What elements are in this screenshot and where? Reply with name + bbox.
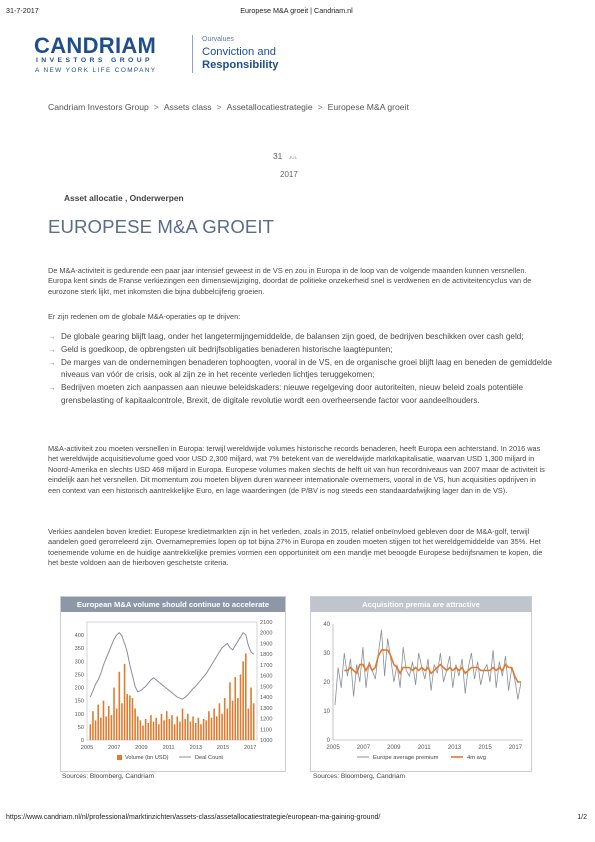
acquisition-premia-chart bbox=[310, 596, 532, 772]
volume-bar bbox=[213, 709, 215, 740]
volume-bar bbox=[124, 664, 126, 740]
x-tick-label: 2011 bbox=[162, 745, 175, 751]
x-tick-label: 2011 bbox=[417, 745, 431, 751]
volume-bar bbox=[129, 695, 131, 740]
x-tick-label: 2005 bbox=[80, 745, 94, 751]
legend-label-premium: Europe average premium bbox=[373, 755, 439, 761]
list-item bbox=[48, 357, 553, 382]
x-tick-label: 2017 bbox=[508, 745, 523, 751]
x-tick-label: 2009 bbox=[135, 745, 148, 751]
volume-bar bbox=[140, 720, 142, 740]
y-tick-label-right: 2000 bbox=[260, 630, 273, 637]
volume-bar bbox=[153, 722, 155, 740]
volume-bar bbox=[179, 722, 181, 740]
volume-bar bbox=[205, 720, 207, 740]
volume-bar bbox=[198, 718, 200, 740]
equity-over-credit-paragraph: Verkies aandelen boven krediet: Europese kredietmarkten zijn in het verleden, zoals in 2015, relatief onbeïnvloed gebleven door de M&A-golf, terwijl aandelen goed gerorreleerd zijn. Overnamepremies lopen op tot bijna 27% in Europa en zouden moeten stijgen tot het wereldgemiddelde van 35%. Het toenemende volume en de huidige aantrekkelijke premies vormen een opportuniteit om een mandje met beoogde Europese bedrijfsnamen te kopen, die het beste voldoen aan de hierboven geschetste criteria. bbox=[48, 527, 543, 568]
breadcrumb-separator: > bbox=[153, 102, 159, 112]
y-tick-label-left: 250 bbox=[74, 672, 84, 679]
volume-bar bbox=[253, 703, 255, 740]
y-tick-label-right: 1700 bbox=[260, 662, 273, 669]
article-categories[interactable]: Asset allocatie , Onderwerpen bbox=[64, 193, 184, 203]
intro-paragraph: De M&A-activiteit is gedurende een paar jaar intensief geweest in de VS en zou in Europa in de loop van de volgende maanden kunnen versnellen. Europa kent sinds de Franse verkiezingen een dimensiewijziging, doordat de politieke onzekerheid snel is verdwenen en de activiteitencyclus van de eurozone sterk lijkt, met inkomsten die bijna dubbelcijferig groeien. bbox=[48, 266, 532, 296]
volume-bar bbox=[116, 709, 118, 740]
y-tick-label: 10 bbox=[323, 709, 330, 715]
article-title: EUROPESE M&A GROEIT bbox=[48, 216, 275, 237]
list-item-text: De globale gearing blijft laag, onder het langetermijngemiddelde, de balansen zijn goed, de bedrijven beschikken over cash geld; bbox=[61, 332, 524, 341]
y-tick-label-right: 1300 bbox=[260, 705, 273, 712]
volume-bar bbox=[108, 706, 110, 740]
publish-month: JUL bbox=[289, 155, 298, 160]
volume-bar bbox=[190, 722, 192, 740]
volume-bar bbox=[158, 724, 160, 740]
volume-bar bbox=[95, 720, 97, 740]
list-item-text: De marges van de ondernemingen benaderen tophoogten, vooral in de VS, en de organische groei blijft laag en beneden de gemiddelde niveaus van vóór de crisis, ook al zijn ze in het recente verleden lichtjes teruggekomen; bbox=[61, 357, 553, 380]
volume-bar bbox=[132, 698, 134, 740]
publish-day: 31 bbox=[273, 151, 283, 161]
volume-bar bbox=[195, 723, 197, 740]
breadcrumb-separator: > bbox=[216, 102, 222, 112]
y-tick-label-left: 300 bbox=[74, 659, 84, 666]
breadcrumb-separator: > bbox=[317, 102, 323, 112]
volume-bar bbox=[176, 716, 178, 740]
logo-wordmark: CANDRIAM bbox=[34, 33, 157, 58]
legend-label-moving-average: 4m avg bbox=[467, 755, 487, 761]
y-tick-label-right: 1000 bbox=[260, 738, 273, 744]
arrow-right-icon: → bbox=[48, 357, 56, 367]
print-header bbox=[6, 6, 587, 18]
chart-title: Acquisition premia are attractive bbox=[311, 597, 531, 612]
volume-bar bbox=[227, 709, 229, 740]
volume-bar bbox=[221, 714, 223, 740]
arrow-right-icon: → bbox=[48, 344, 56, 354]
volume-bar bbox=[121, 703, 123, 740]
volume-bar bbox=[240, 674, 242, 740]
chart-source: Sources: Bloomberg, Candriam bbox=[313, 773, 405, 780]
x-tick-label: 2007 bbox=[107, 745, 121, 751]
volume-bar bbox=[103, 701, 105, 740]
list-item bbox=[48, 344, 553, 356]
list-item bbox=[48, 331, 553, 343]
volume-bar bbox=[232, 701, 234, 740]
y-tick-label-right: 1400 bbox=[260, 695, 273, 702]
y-tick-label: 30 bbox=[323, 651, 330, 657]
volume-bar bbox=[147, 723, 149, 740]
volume-bar bbox=[113, 688, 115, 740]
breadcrumb-home[interactable]: Candriam Investors Group bbox=[48, 102, 149, 112]
y-tick-label-left: 100 bbox=[74, 711, 84, 718]
volume-bar bbox=[111, 715, 113, 740]
candriam-logo[interactable] bbox=[34, 33, 284, 78]
x-tick-label: 2015 bbox=[478, 745, 492, 751]
logo-parent-company: A NEW YORK LIFE COMPANY bbox=[35, 67, 157, 74]
breadcrumb-current[interactable]: Europese M&A groeit bbox=[327, 102, 409, 112]
volume-bar bbox=[134, 709, 136, 740]
volume-bar bbox=[184, 719, 186, 740]
volume-bar bbox=[237, 698, 239, 740]
volume-bar bbox=[171, 715, 173, 740]
reasons-lead-paragraph: Er zijn redenen om de globale M&A-operaties op te drijven: bbox=[48, 312, 241, 321]
arrow-right-icon: → bbox=[48, 332, 56, 341]
reasons-list bbox=[48, 331, 553, 407]
list-item-text: Geld is goedkoop, de opbrengsten uit bedrijfsobligaties benaderen historische laagtepunten; bbox=[61, 344, 393, 354]
y-tick-label-right: 1800 bbox=[260, 652, 273, 659]
volume-bar bbox=[211, 718, 213, 740]
volume-bar bbox=[187, 714, 189, 740]
volume-bar bbox=[182, 709, 184, 740]
legend-label-volume: Volume (bn USD) bbox=[125, 755, 169, 761]
volume-bar bbox=[248, 709, 250, 740]
ma-volume-chart-plot bbox=[61, 612, 285, 770]
volume-bar bbox=[150, 715, 152, 740]
volume-bar bbox=[155, 718, 157, 740]
volume-bar bbox=[192, 716, 194, 740]
x-tick-label: 2013 bbox=[189, 745, 203, 751]
print-footer bbox=[6, 814, 587, 826]
volume-bar bbox=[161, 714, 163, 740]
y-tick-label-right: 1200 bbox=[260, 716, 273, 723]
volume-bar bbox=[100, 718, 102, 740]
volume-bar bbox=[250, 688, 252, 740]
chart-source: Sources: Bloomberg, Candriam bbox=[62, 773, 154, 780]
volume-bar bbox=[224, 698, 226, 740]
logo-tagline-line2: Responsibility bbox=[202, 59, 279, 71]
volume-bar bbox=[169, 719, 171, 740]
volume-bar bbox=[105, 716, 107, 740]
x-tick-label: 2013 bbox=[447, 745, 462, 751]
y-tick-label-left: 0 bbox=[80, 738, 84, 744]
list-item-text: Bedrijven moeten zich aanpassen aan nieuwe beleidskaders: nieuwe regelgeving door autoriteiten, nieuw beleid zoals potentiële grensbelasting of kapitaalcontrole, Brexit, de digitale revolutie wordt een overheersende factor voor aandeelhouders. bbox=[61, 383, 524, 405]
list-item bbox=[48, 382, 553, 407]
breadcrumb-asset-allocation[interactable]: Assetallocatiestrategie bbox=[226, 102, 313, 112]
x-tick-label: 2005 bbox=[326, 745, 340, 751]
volume-bar bbox=[142, 726, 144, 740]
volume-bar bbox=[200, 724, 202, 740]
acquisition-premia-chart-plot bbox=[311, 612, 531, 770]
publish-year: 2017 bbox=[280, 170, 298, 179]
ma-volume-chart bbox=[60, 596, 286, 772]
volume-bar bbox=[242, 661, 244, 740]
y-tick-label-right: 1600 bbox=[260, 673, 273, 680]
volume-bar bbox=[203, 719, 205, 740]
logo-tagline-line1: Conviction and bbox=[202, 46, 277, 58]
volume-bar bbox=[126, 694, 128, 740]
volume-bar bbox=[119, 672, 121, 740]
x-tick-label: 2017 bbox=[243, 745, 257, 751]
x-tick-label: 2007 bbox=[356, 745, 371, 751]
y-tick-label-right: 1100 bbox=[260, 727, 273, 734]
print-page-number: 1/2 bbox=[577, 814, 587, 821]
volume-bar bbox=[92, 711, 94, 740]
volume-bar bbox=[174, 724, 176, 740]
legend-swatch-volume bbox=[117, 755, 122, 760]
breadcrumb bbox=[48, 102, 409, 112]
volume-bar bbox=[208, 711, 210, 740]
y-tick-label-left: 150 bbox=[74, 698, 84, 705]
y-tick-label: 0 bbox=[326, 738, 330, 744]
y-tick-label-left: 200 bbox=[74, 685, 84, 692]
logo-tagline-intro: Ourvalues bbox=[202, 36, 234, 43]
volume-bar bbox=[97, 705, 99, 740]
y-tick-label: 20 bbox=[323, 680, 330, 686]
y-tick-label-left: 400 bbox=[74, 633, 84, 640]
breadcrumb-assets-class[interactable]: Assets class bbox=[163, 102, 212, 112]
print-date: 31-7-2017 bbox=[6, 6, 39, 15]
y-tick-label-left: 350 bbox=[74, 646, 84, 653]
logo-subtitle: INVESTORS GROUP bbox=[36, 57, 153, 64]
volume-bar bbox=[234, 677, 236, 740]
europe-acceleration-paragraph: M&A-activiteit zou moeten versnellen in Europa: terwijl wereldwijde volumes historische records benaderen, heeft Europa een achterstand. In 2016 was het wereldwijde acquisitievolume goed voor USD 2,300 miljard, wat 7% betekent van de wereldwijde marktkapitalisatie, waarvan USD 1,300 miljard in Noord-Amerika en slechts USD 468 miljard in Europa. Europese volumes maken slechts de helft uit van hun recordniveaus van 2007 maar de activiteit is eindelijk aan het versnellen. Dit momentum zou moeten blijven duren wanneer internationale overnemers, vooral in de VS, hun acquisities opdrijven in een context van een historisch aantrekkelijke Euro, en lage waarderingen (de P/BV is nog steeds een standaardafwijking lager dan in de VS). bbox=[48, 444, 545, 495]
legend-label-deal-count: Deal Count bbox=[195, 755, 223, 761]
volume-bar bbox=[245, 653, 247, 740]
y-tick-label-left: 50 bbox=[77, 724, 84, 731]
x-tick-label: 2015 bbox=[216, 745, 230, 751]
y-tick-label-right: 2100 bbox=[260, 620, 273, 626]
y-tick-label-right: 1900 bbox=[260, 641, 273, 648]
volume-bar bbox=[145, 719, 147, 740]
x-tick-label: 2009 bbox=[387, 745, 401, 751]
volume-bar bbox=[166, 711, 168, 740]
logo-divider bbox=[192, 35, 193, 73]
y-tick-label: 40 bbox=[323, 622, 330, 628]
volume-bar bbox=[137, 716, 139, 740]
volume-bar bbox=[229, 682, 231, 740]
volume-bar bbox=[90, 724, 92, 740]
volume-bar bbox=[163, 720, 165, 740]
arrow-right-icon: → bbox=[48, 383, 56, 393]
print-page-title: Europese M&A groeit | Candriam.nl bbox=[240, 6, 353, 15]
print-url: https://www.candriam.nl/nl/professional/marktinzichten/assets-class/assetallocatiestrategie/european-ma-gaining-ground/ bbox=[6, 814, 381, 821]
volume-bar bbox=[219, 703, 221, 740]
volume-bar bbox=[216, 716, 218, 740]
chart-title: European M&A volume should continue to accelerate bbox=[61, 597, 285, 612]
y-tick-label-right: 1500 bbox=[260, 684, 273, 691]
